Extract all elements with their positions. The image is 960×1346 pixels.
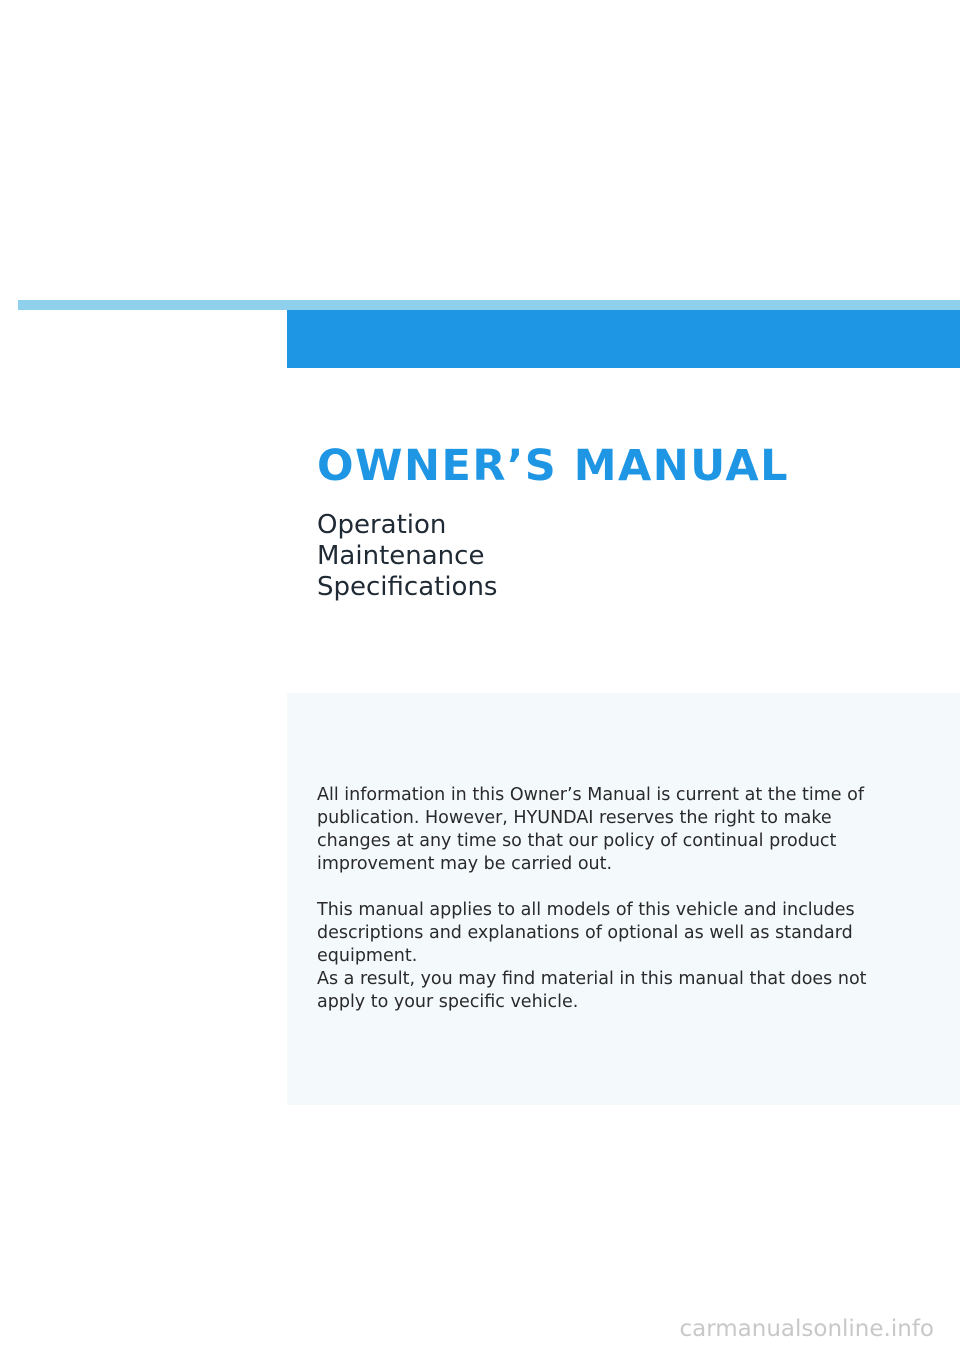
section-operation: Operation [317,510,447,540]
section-maintenance: Maintenance [317,541,485,571]
watermark: carmanualsonline.info [679,1316,934,1342]
manual-title: OWNER’S MANUAL [317,441,790,491]
info-panel [287,693,960,1105]
header-band [287,310,960,368]
disclaimer-paragraph-specific-vehicle: As a result, you may find material in this manual that does not apply to your specific vehicle. [317,969,867,1012]
section-list [317,510,497,603]
section-specifications: Specifications [317,572,498,602]
disclaimer-text [317,784,877,1014]
disclaimer-paragraph-publication: All information in this Owner’s Manual is current at the time of publication. However, HYUNDAI reserves the right to make changes at any time so that our policy of continual product improvement may be carried out. [317,785,865,874]
disclaimer-paragraph-applicability: This manual applies to all models of this vehicle and includes descriptions and explanations of optional as well as standard equipment. [317,900,855,966]
header-stripe [18,300,960,310]
